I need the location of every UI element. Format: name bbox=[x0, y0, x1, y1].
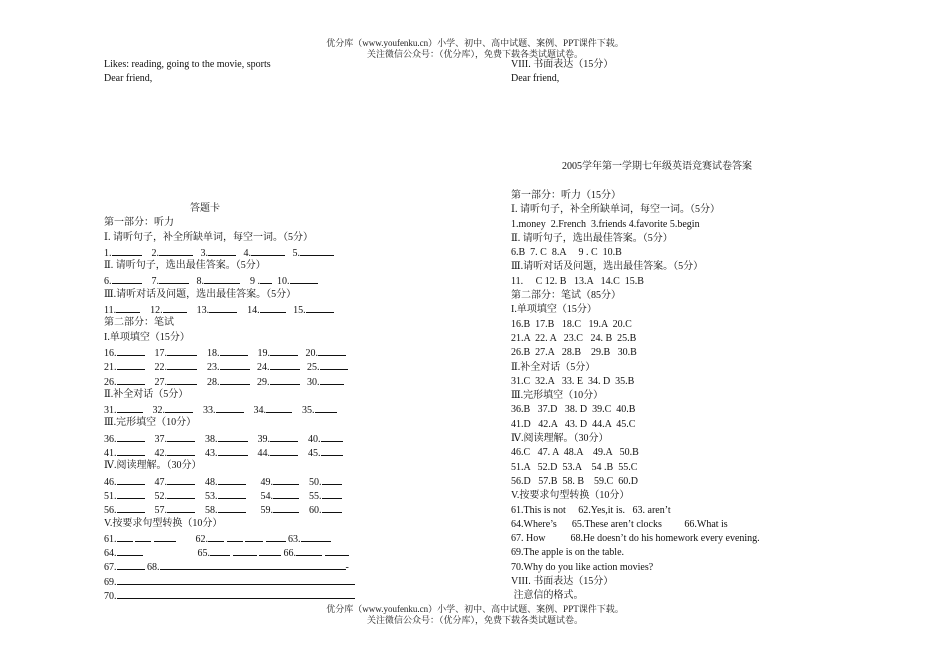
right-greeting: Dear friend, bbox=[511, 73, 560, 85]
blank-label: 8. bbox=[196, 276, 204, 288]
blank-label: 16. bbox=[104, 347, 117, 359]
blank-label: 35. bbox=[302, 405, 315, 417]
blank-line[interactable] bbox=[218, 488, 246, 499]
blank-label: 43. bbox=[205, 448, 218, 460]
blank-label: 60. bbox=[309, 505, 322, 517]
blank-line[interactable] bbox=[167, 431, 195, 442]
blank-line[interactable] bbox=[270, 431, 298, 442]
blank-label: 28. bbox=[207, 376, 220, 388]
blank-line[interactable] bbox=[320, 359, 348, 370]
footer-line-1: 优分库（www.youfenku.cn）小学、初中、高中试题、案例、PPT课件下载。 bbox=[326, 604, 624, 614]
right-section-heading: VIII. 书面表达（15分） bbox=[511, 59, 614, 70]
blank-line[interactable] bbox=[204, 273, 240, 284]
answer-key-line: 51.A 52.D 53.A 54 .B 55.C bbox=[511, 461, 638, 473]
blank-label: 53. bbox=[205, 490, 218, 502]
blank-line[interactable] bbox=[167, 445, 195, 456]
blank-line[interactable] bbox=[160, 559, 346, 570]
blank-line[interactable] bbox=[163, 302, 187, 313]
blank-label: 34. bbox=[253, 405, 266, 417]
blank-line[interactable] bbox=[233, 545, 257, 556]
answer-key-line: Ⅲ.请听对话及问题，选出最佳答案。（5分） bbox=[511, 261, 704, 273]
p2-s4-row bbox=[104, 488, 404, 502]
blank-line[interactable] bbox=[273, 474, 299, 485]
blank-label: 10. bbox=[277, 276, 290, 288]
blank-label: 7. bbox=[151, 276, 159, 288]
blank-label: 41. bbox=[104, 448, 117, 460]
part2-heading: 第二部分：笔试 bbox=[104, 317, 174, 329]
blank-line[interactable] bbox=[117, 545, 143, 556]
blank-label: 39. bbox=[257, 433, 270, 445]
blank-line[interactable] bbox=[112, 245, 142, 256]
blank-label: 57. bbox=[154, 505, 167, 517]
right-letter-block bbox=[511, 58, 613, 87]
blank-line[interactable] bbox=[112, 273, 142, 284]
blank-line[interactable] bbox=[209, 302, 237, 313]
s1-heading: Ⅰ. 请听句子，补全所缺单词，每空一词。（5分） bbox=[104, 231, 313, 243]
left-greeting: Dear friend, bbox=[104, 73, 153, 85]
blank-label: 58. bbox=[205, 505, 218, 517]
answer-key-line: I.单项填空（15分） bbox=[511, 304, 597, 316]
blank-label: 48. bbox=[205, 476, 218, 488]
blank-label: 25. bbox=[307, 362, 320, 374]
header-line-1: 优分库（www.youfenku.cn）小学、初中、高中试题、案例、PPT课件下载。 bbox=[326, 38, 624, 48]
answer-key-line: 26.B 27.A 28.B 29.B 30.B bbox=[511, 347, 637, 359]
page-footer bbox=[0, 604, 950, 626]
blank-line[interactable] bbox=[318, 345, 346, 356]
blank-line[interactable] bbox=[117, 474, 145, 485]
blank-label: 31. bbox=[104, 405, 117, 417]
p2-s3-row bbox=[104, 431, 404, 445]
blank-label: 70. bbox=[104, 591, 117, 603]
p2-s1-heading: I.单项填空（15分） bbox=[104, 331, 190, 343]
blank-label: 59. bbox=[260, 505, 273, 517]
blank-line[interactable] bbox=[315, 402, 337, 413]
blank-line[interactable] bbox=[167, 359, 197, 370]
blank-line[interactable] bbox=[159, 273, 189, 284]
blank-line[interactable] bbox=[220, 374, 250, 385]
answer-key-line: V.按要求句型转换（10分） bbox=[511, 490, 630, 502]
answer-sheet bbox=[104, 202, 404, 602]
blank-line[interactable] bbox=[322, 488, 342, 499]
p2-s3-row bbox=[104, 445, 404, 459]
blank-label: 24. bbox=[257, 362, 270, 374]
blank-label: 15. bbox=[293, 305, 306, 317]
blank-label: 29. bbox=[257, 376, 270, 388]
blank-label: 36. bbox=[104, 433, 117, 445]
answer-key-line: 1.money 2.French 3.friends 4.favorite 5.begin bbox=[511, 218, 700, 230]
answer-key-line: 第一部分：听力（15分） bbox=[511, 190, 621, 201]
blank-label: 21. bbox=[104, 362, 117, 374]
footer-line-2: 关注微信公众号：（优分库），免费下载各类试题试卷。 bbox=[366, 615, 583, 625]
q69-row bbox=[104, 574, 404, 588]
blank-line[interactable] bbox=[117, 431, 145, 442]
blank-line[interactable] bbox=[117, 531, 133, 542]
p2-s5-heading: V.按要求句型转换（10分） bbox=[104, 517, 223, 529]
blank-line[interactable] bbox=[117, 445, 145, 456]
blank-label: 63. bbox=[288, 533, 301, 545]
blank-label: 47. bbox=[154, 476, 167, 488]
answer-key-line: Ⅱ. 请听句子，选出最佳答案。（5分） bbox=[511, 232, 673, 244]
answer-key-line: 46.C 47. A 48.A 49.A 50.B bbox=[511, 447, 639, 459]
blank-line[interactable] bbox=[320, 374, 344, 385]
answer-key-line: 第二部分：笔试（85分） bbox=[511, 290, 621, 302]
part1-heading: 第一部分：听力 bbox=[104, 217, 174, 229]
blank-line[interactable] bbox=[270, 445, 298, 456]
blank-label: 44. bbox=[257, 448, 270, 460]
left-letter-block bbox=[104, 58, 271, 87]
blank-label: 38. bbox=[205, 433, 218, 445]
blank-label: 49. bbox=[260, 476, 273, 488]
blank-line[interactable] bbox=[266, 402, 292, 413]
blank-label: 14. bbox=[247, 305, 260, 317]
blank-line[interactable] bbox=[159, 245, 193, 256]
blank-line[interactable] bbox=[325, 545, 349, 556]
blank-label: 62. bbox=[195, 533, 208, 545]
blank-line[interactable] bbox=[273, 488, 299, 499]
blank-label: 33. bbox=[203, 405, 216, 417]
answer-key-line: Ⅰ. 请听句子，补全所缺单词，每空一词。（5分） bbox=[511, 204, 720, 216]
blank-line[interactable] bbox=[216, 402, 244, 413]
s2-blanks bbox=[104, 273, 404, 287]
blank-label: 23. bbox=[207, 362, 220, 374]
blank-label: 46. bbox=[104, 476, 117, 488]
blank-line[interactable] bbox=[290, 273, 318, 284]
blank-label: 50. bbox=[309, 476, 322, 488]
blank-line[interactable] bbox=[321, 445, 343, 456]
blank-label: 1. bbox=[104, 247, 112, 259]
blank-line[interactable] bbox=[117, 488, 145, 499]
blank-label: 26. bbox=[104, 376, 117, 388]
blank-line[interactable] bbox=[301, 531, 331, 542]
blank-label: 27. bbox=[154, 376, 167, 388]
blank-label: 45. bbox=[308, 448, 321, 460]
blank-line[interactable] bbox=[270, 374, 300, 385]
blank-line[interactable] bbox=[260, 273, 272, 284]
blank-line[interactable] bbox=[154, 531, 176, 542]
blank-label: 17. bbox=[154, 347, 167, 359]
blank-line[interactable] bbox=[218, 502, 246, 513]
p2-s4-row bbox=[104, 502, 404, 516]
blank-label: 6. bbox=[104, 276, 112, 288]
blank-label: 37. bbox=[154, 433, 167, 445]
blank-label: 19. bbox=[257, 347, 270, 359]
page-header bbox=[0, 38, 950, 60]
answer-key-line: 41.D 42.A 43. D 44.A 45.C bbox=[511, 418, 636, 430]
answer-key-line: 61.This is not 62.Yes,it is. 63. aren’t bbox=[511, 504, 671, 516]
blank-line[interactable] bbox=[270, 359, 300, 370]
p2-s1-row bbox=[104, 345, 404, 359]
blank-line[interactable] bbox=[167, 345, 197, 356]
answer-key-line: 11. C 12. B 13.A 14.C 15.B bbox=[511, 275, 644, 287]
blank-line[interactable] bbox=[259, 545, 281, 556]
blank-line[interactable] bbox=[266, 531, 286, 542]
blank-label: 22. bbox=[154, 362, 167, 374]
blank-label: 18. bbox=[207, 347, 220, 359]
blank-line[interactable] bbox=[210, 545, 230, 556]
p2-s3-heading: Ⅲ.完形填空（10分） bbox=[104, 417, 197, 429]
p2-s1-row bbox=[104, 359, 404, 373]
blank-line[interactable] bbox=[260, 302, 286, 313]
blank-label: 9 . bbox=[250, 276, 260, 288]
blank-line[interactable] bbox=[135, 531, 151, 542]
blank-line[interactable] bbox=[227, 531, 243, 542]
answer-key-line: 6.B 7. C 8.A 9 . C 10.B bbox=[511, 247, 622, 259]
blank-label: 61. bbox=[104, 533, 117, 545]
answer-key-line: Ⅳ.阅读理解。（30分） bbox=[511, 433, 609, 445]
blank-label: 2. bbox=[151, 247, 159, 259]
answer-key-line: 16.B 17.B 18.C 19.A 20.C bbox=[511, 318, 632, 330]
blank-line[interactable] bbox=[220, 359, 250, 370]
blank-label: 13. bbox=[196, 305, 210, 317]
blank-label: 55. bbox=[309, 490, 322, 502]
answer-key-line: 21.A 22. A 23.C 24. B 25.B bbox=[511, 332, 637, 344]
blank-line[interactable] bbox=[167, 474, 195, 485]
blank-line[interactable] bbox=[165, 402, 193, 413]
blank-line[interactable] bbox=[245, 531, 263, 542]
blank-label: 42. bbox=[154, 448, 167, 460]
answer-key-line: 69.The apple is on the table. bbox=[511, 547, 625, 559]
blank-label: 68. bbox=[147, 562, 160, 574]
blank-line[interactable] bbox=[218, 445, 248, 456]
blank-line[interactable] bbox=[117, 359, 145, 370]
blank-line[interactable] bbox=[218, 431, 248, 442]
q70-row bbox=[104, 588, 404, 602]
answer-key-line: Ⅲ.完形填空（10分） bbox=[511, 390, 604, 402]
blank-line[interactable] bbox=[116, 302, 140, 313]
blank-line[interactable] bbox=[117, 588, 355, 599]
answer-key-line: 56.D 57.B 58. B 59.C 60.D bbox=[511, 475, 638, 487]
q64-66-row bbox=[104, 545, 404, 559]
blank-line[interactable] bbox=[167, 374, 197, 385]
answer-key-line: VIII. 书面表达（15分） bbox=[511, 576, 614, 588]
blank-end-mark: - bbox=[345, 562, 349, 574]
blank-line[interactable] bbox=[117, 402, 143, 413]
answer-key-line: 注意信的格式。 bbox=[511, 590, 584, 602]
header-line-2: 关注微信公众号：（优分库），免费下载各类试题试卷。 bbox=[366, 49, 583, 59]
blank-label: 66. bbox=[283, 548, 296, 560]
p2-s4-row bbox=[104, 474, 404, 488]
blank-label: 3. bbox=[200, 247, 208, 259]
blank-label: 54. bbox=[260, 490, 273, 502]
blank-line[interactable] bbox=[117, 502, 145, 513]
blank-line[interactable] bbox=[321, 431, 343, 442]
blank-label: 12. bbox=[150, 305, 163, 317]
blank-line[interactable] bbox=[117, 374, 145, 385]
blank-line[interactable] bbox=[220, 345, 248, 356]
s1-blanks bbox=[104, 245, 404, 259]
blank-label: 67. bbox=[104, 562, 117, 574]
blank-label: 56. bbox=[104, 505, 117, 517]
blank-line[interactable] bbox=[296, 545, 322, 556]
blank-line[interactable] bbox=[300, 245, 334, 256]
p2-s2-heading: Ⅱ.补全对话（5分） bbox=[104, 388, 189, 400]
blank-line[interactable] bbox=[117, 345, 145, 356]
blank-label: 30. bbox=[307, 376, 320, 388]
q61-63-row bbox=[104, 531, 404, 545]
blank-label: 40. bbox=[308, 433, 321, 445]
blank-label: 5. bbox=[292, 247, 300, 259]
answer-key-line: 31.C 32.A 33. E 34. D 35.B bbox=[511, 375, 635, 387]
blank-line[interactable] bbox=[306, 302, 334, 313]
blank-label: 32. bbox=[152, 405, 165, 417]
blank-label: 11. bbox=[104, 305, 117, 317]
blank-label: 65. bbox=[197, 548, 210, 560]
answers-title: 2005学年第一学期七年级英语竞赛试卷答案 bbox=[562, 161, 752, 172]
blank-line[interactable] bbox=[208, 531, 224, 542]
s2-heading: Ⅱ. 请听句子，选出最佳答案。（5分） bbox=[104, 260, 266, 272]
blank-line[interactable] bbox=[273, 502, 299, 513]
blank-line[interactable] bbox=[322, 502, 342, 513]
blank-line[interactable] bbox=[322, 474, 342, 485]
p2-s1-row bbox=[104, 374, 404, 388]
blank-line[interactable] bbox=[251, 245, 285, 256]
answer-key-line: 36.B 37.D 38. D 39.C 40.B bbox=[511, 404, 636, 416]
answer-key-line: 67. How 68.He doesn’t do his homework every evening. bbox=[511, 533, 760, 545]
blank-line[interactable] bbox=[167, 488, 195, 499]
answer-key-line: 64.Where’s 65.These aren’t clocks 66.What is bbox=[511, 518, 728, 530]
p2-s2-row bbox=[104, 402, 404, 416]
answer-sheet-title: 答题卡 bbox=[190, 203, 220, 214]
blank-label: 4. bbox=[243, 247, 251, 259]
blank-line[interactable] bbox=[208, 245, 236, 256]
blank-label: 20. bbox=[305, 347, 318, 359]
blank-label: 51. bbox=[104, 490, 117, 502]
likes-line: Likes: reading, going to the movie, sports bbox=[104, 59, 271, 70]
blank-line[interactable] bbox=[117, 559, 145, 570]
answer-key-line: 70.Why do you like action movies? bbox=[511, 561, 654, 573]
blank-line[interactable] bbox=[270, 345, 298, 356]
blank-line[interactable] bbox=[218, 474, 246, 485]
s3-heading: Ⅲ.请听对话及问题，选出最佳答案。（5分） bbox=[104, 288, 297, 300]
blank-label: 69. bbox=[104, 576, 117, 588]
answer-key-line: Ⅱ.补全对话（5分） bbox=[511, 361, 596, 373]
answer-key bbox=[511, 189, 841, 604]
s3-blanks bbox=[104, 302, 404, 316]
p2-s4-heading: Ⅳ.阅读理解。（30分） bbox=[104, 460, 202, 472]
q67-68-row bbox=[104, 559, 404, 573]
blank-line[interactable] bbox=[167, 502, 195, 513]
blank-label: 52. bbox=[154, 490, 167, 502]
blank-line[interactable] bbox=[117, 574, 355, 585]
blank-label: 64. bbox=[104, 548, 117, 560]
